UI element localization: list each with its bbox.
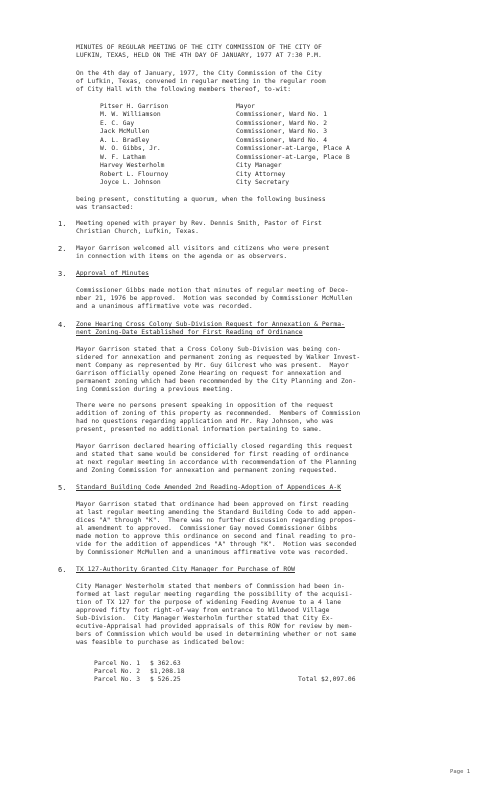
item-6-heading: TX 127-Authority Granted City Manager for Purchase of ROW <box>76 566 295 573</box>
item-number: 4. <box>58 321 67 329</box>
item-6-line: approved fifty foot right-of-way from entrance to Wildwood Village <box>76 607 330 614</box>
item-5-line: al amendment to approved. Commissioner Gay moved Commissioner Gibbs <box>76 525 338 532</box>
parcel-label: Parcel No. 1 <box>94 660 141 667</box>
parcel-amount: $ 526.25 <box>150 676 181 683</box>
item-4-line: at next regular meeting in accordance with recommendation of the Planning <box>76 459 357 466</box>
intro-line-3: of City Hall with the following members thereof, to-wit: <box>76 86 292 93</box>
item-4-heading-cont: nent Zoning-Date Established for First Reading of Ordinance <box>76 329 303 336</box>
item-5-line: at last regular meeting amending the Standard Building Code to add appen- <box>76 509 357 516</box>
roster-name: E. C. Gay <box>100 120 135 127</box>
parcel-total: Total $2,097.06 <box>298 676 356 683</box>
item-6-line: formed at last regular meeting regarding the possibility of the acquisi- <box>76 591 353 598</box>
item-4-line: had no questions regarding application and Mr. Ray Johnson, who was <box>76 418 334 425</box>
item-3-heading: Approval of Minutes <box>76 270 149 277</box>
roster-title: Commissioner-at-Large, Place B <box>236 154 350 161</box>
roster-name: W. F. Latham <box>100 154 146 161</box>
item-3-line: mber 21, 1976 be approved. Motion was seconded by Commissioner McMullen <box>76 295 353 302</box>
item-4-line: permanent zoning which had been recommended by the City Planning and Zon- <box>76 378 357 385</box>
item-number: 2. <box>58 245 67 253</box>
item-4-line: Mayor Garrison stated that a Cross Colony Sub-Division was being con- <box>76 346 342 353</box>
item-2-line: Mayor Garrison welcomed all visitors and citizens who were present <box>76 245 330 252</box>
item-6-line: City Manager Westerholm stated that members of Commission had been in- <box>76 583 345 590</box>
roster-title: Commissioner, Ward No. 4 <box>236 137 327 144</box>
item-4-line: There were no persons present speaking in opposition of the request <box>76 402 334 409</box>
page-footer-mark: Page 1 <box>450 769 471 775</box>
quorum-line-1: being present, constituting a quorum, when the following business <box>76 196 326 203</box>
roster-title: Commissioner, Ward No. 1 <box>236 111 327 118</box>
roster-name: Joyce L. Johnson <box>100 179 161 186</box>
item-6-line: was feasible to purchase as indicated below: <box>76 639 246 646</box>
intro-line-1: On the 4th day of January, 1977, the City Commission of the City <box>76 70 322 77</box>
quorum-line-2: was transacted: <box>76 204 134 211</box>
item-4-line: ing Commission during a previous meeting. <box>76 386 234 393</box>
roster-title: City Attorney <box>236 171 286 178</box>
roster-name: Jack McMullen <box>100 128 150 135</box>
roster-name: Harvey Westerholm <box>100 162 165 169</box>
item-number: 3. <box>58 270 67 278</box>
item-4-line: addition of zoning of this property as recommended. Members of Commission <box>76 410 361 417</box>
item-1-line: Christian Church, Lufkin, Texas. <box>76 228 199 235</box>
item-number: 1. <box>58 220 67 228</box>
item-5-line: by Commissioner McMullen and a unanimous affirmative vote was recorded. <box>76 549 349 556</box>
roster-name: W. O. Gibbs, Jr. <box>100 145 161 152</box>
minutes-header-line-2: LUFKIN, TEXAS, HELD ON THE 4TH DAY OF JANUARY, 1977 AT 7:30 P.M. <box>76 52 322 59</box>
intro-line-2: of Lufkin, Texas, convened in regular meeting in the regular room <box>76 78 326 85</box>
parcel-label: Parcel No. 3 <box>94 676 141 683</box>
item-5-line: made motion to approve this ordinance on second and final reading to pro- <box>76 533 357 540</box>
item-5-heading: Standard Building Code Amended 2nd Reading-Adoption of Appendices A-K <box>76 484 342 491</box>
roster-title: Commissioner, Ward No. 2 <box>236 120 327 127</box>
item-6-line: ecutive-Appraisal had provided appraisals of this ROW for review by mem- <box>76 623 353 630</box>
roster-title: Commissioner, Ward No. 3 <box>236 128 327 135</box>
item-number: 6. <box>58 566 67 574</box>
item-number: 5. <box>58 484 67 492</box>
item-5-line: Mayor Garrison stated that ordinance had been approved on first reading <box>76 501 349 508</box>
item-3-line: Commissioner Gibbs made motion that minutes of regular meeting of Dece- <box>76 287 349 294</box>
item-6-line: bers of Commission which would be used in determining whether or not same <box>76 631 357 638</box>
item-6-line: tion of TX 127 for the purpose of widening Feeding Avenue to a 4 lane <box>76 599 342 606</box>
item-2-line: in connection with items on the agenda or as observers. <box>76 253 288 260</box>
roster-title: Mayor <box>236 103 255 110</box>
roster-title: City Secretary <box>236 179 290 186</box>
parcel-label: Parcel No. 2 <box>94 668 141 675</box>
item-3-line: and a unanimous affirmative vote was recorded. <box>76 303 253 310</box>
item-4-heading: Zone Hearing Cross Colony Sub-Division Request for Annexation & Perma- <box>76 321 345 328</box>
item-4-line: and Zoning Commission for annexation and permanent zoning requested. <box>76 467 338 474</box>
item-4-line: and stated that same would be considered for first reading of ordinance <box>76 451 349 458</box>
item-4-line: present, presented no additional information pertaining to same. <box>76 426 322 433</box>
roster-title: Commissioner-at-Large, Place A <box>236 145 350 152</box>
item-6-line: Sub-Division. City Manager Westerholm further stated that City Ex- <box>76 615 334 622</box>
parcel-amount: $ 362.63 <box>150 660 181 667</box>
item-4-line: sidered for annexation and permanent zoning as requested by Walker Invest- <box>76 354 361 361</box>
roster-name: A. L. Bradley <box>100 137 150 144</box>
item-4-line: ment Company as represented by Mr. Guy Gilcrest who was present. Mayor <box>76 362 349 369</box>
roster-title: City Manager <box>236 162 282 169</box>
item-4-line: Garrison officially opened Zone Hearing on request for annexation and <box>76 370 342 377</box>
item-1-line: Meeting opened with prayer by Rev. Dennis Smith, Pastor of First <box>76 220 322 227</box>
roster-name: M. W. Williamson <box>100 111 161 118</box>
roster-name: Pitser H. Garrison <box>100 103 169 110</box>
minutes-header-line-1: MINUTES OF REGULAR MEETING OF THE CITY COMMISSION OF THE CITY OF <box>76 44 322 51</box>
item-4-line: Mayor Garrison declared hearing officially closed regarding this request <box>76 443 353 450</box>
item-5-line: dices "A" through "K". There was no further discussion regarding propos- <box>76 517 357 524</box>
parcel-amount: $1,208.18 <box>150 668 185 675</box>
item-5-line: vide for the addition of appendices "A" through "K". Motion was seconded <box>76 541 357 548</box>
roster-name: Robert L. Flournoy <box>100 171 169 178</box>
